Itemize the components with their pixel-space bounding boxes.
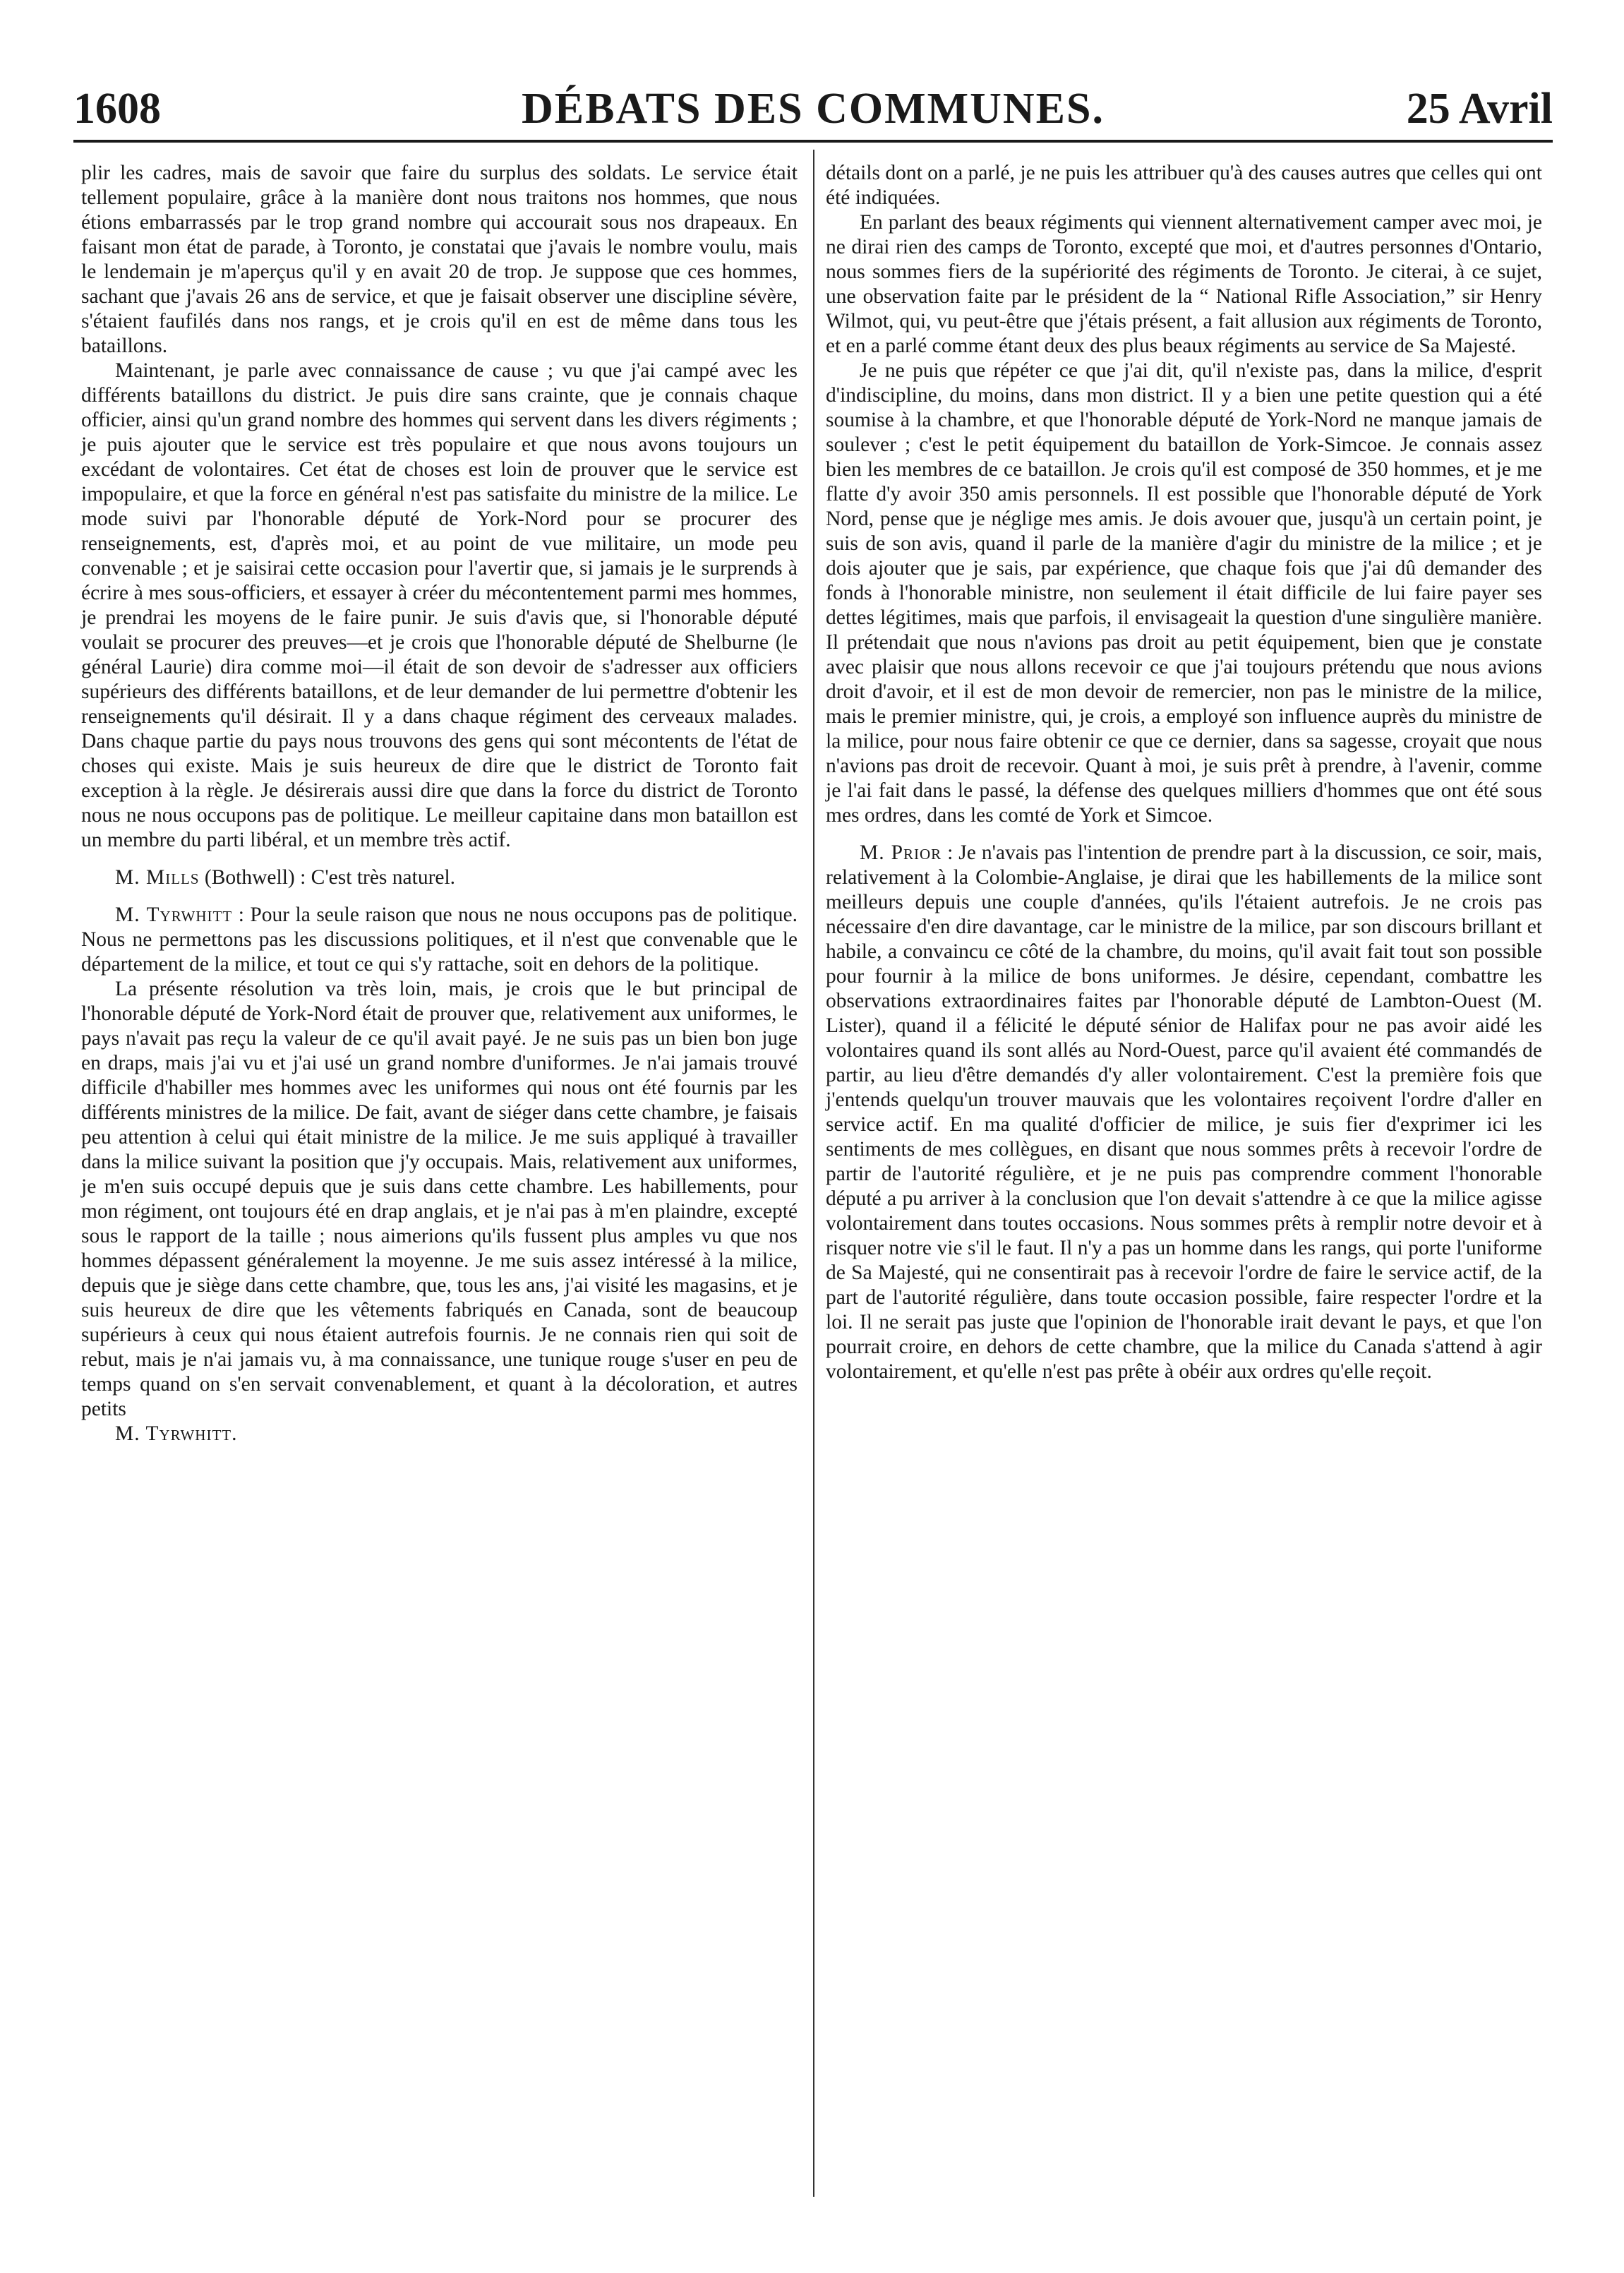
speech-text: (Bothwell) : C'est très naturel. [199, 866, 456, 889]
page-date: 25 Avril [1406, 85, 1553, 133]
paragraph: Maintenant, je parle avec connaissance de cause ; vu que j'ai campé avec les différents bataillons du district. Je puis dire sans crainte, que je connais chaque officier, ainsi qu'un grand nombre des hommes qui servent dans les divers régiments ; je puis ajouter que le service est très populaire et que nous avons toujours un excédant de volontaires. Cet état de choses est loin de prouver que le service est impopulaire, et que la force en général n'est pas satisfaite du ministre de la milice. Le mode suivi par l'honorable député de York-Nord pour se procurer des renseignements, est, d'après moi, et au point de vue militaire, un mode peu convenable ; et je saisirai cette occasion pour l'avertir que, si jamais je le surprends à écrire à mes sous-officiers, et essayer à créer du mécontentement parmi mes hommes, je prendrai les moyens de le faire punir. Je suis d'avis que, si l'honorable député voulait se procurer des preuves—et je crois que l'honorable député de Shelburne (le général Laurie) dira comme moi—il était de son devoir de s'adresser aux officiers supérieurs des différents bataillons, et de leur demander de lui permettre d'obtenir les renseignements qu'il désirait. Il y a dans chaque régiment des cerveaux malades. Dans chaque partie du pays nous trouvons des gens qui sont mécontents de l'état de choses qui existe. Mais je suis heureux de dire que le district de Toronto fait exception à la règle. Je désirerais aussi dire que dans la force du district de Toronto nous ne nous occupons pas de politique. Le meilleur capitaine dans mon bataillon est un membre du parti libéral, et un membre très actif. [81, 359, 798, 851]
page-title: DÉBATS DES COMMUNES. [521, 85, 1105, 133]
column-divider [813, 150, 814, 2197]
page-number: 1608 [73, 85, 161, 133]
speaker-name: M. Mills [115, 866, 200, 889]
paragraph: détails dont on a parlé, je ne puis les attribuer qu'à des causes autres que celles qui ont été indiquées. [826, 162, 1542, 209]
speaker-signature: M. Tyrwhitt. [115, 1422, 238, 1445]
paragraph: En parlant des beaux régiments qui viennent alternativement camper avec moi, je ne dirai rien des camps de Toronto, excepté que moi, et d'autres personnes d'Ontario, nous sommes fiers de la supériorité des régiments de Toronto. Je citerai, à ce sujet, une observation faite par le président de la “ National Rifle Association,” sir Henry Wilmot, qui, vu peut-être que j'étais présent, a fait allusion aux régiments de Toronto, et en a parlé comme étant deux des plus beaux régiments au service de Sa Majesté. [826, 211, 1542, 357]
speech-text: : Je n'avais pas l'intention de prendre part à la discussion, ce soir, mais, relativement à la Colombie-Anglaise, je dirai que les habillements de la milice sont meilleurs depuis une couple d'années, qu'ils l'étaient autrefois. Je ne crois pas nécessaire d'en dire davantage, car le ministre de la milice, par son discours brillant et habile, a convaincu ce côté de la chambre, du moins, qu'il avait fait tout son possible pour fournir à la milice de bons uniformes. Je désire, cependant, combattre les observations extraordinaires faites par l'honorable député de Lambton-Ouest (M. Lister), quand il a félicité le député sénior de Halifax pour ne pas avoir aidé les volontaires quand ils sont allés au Nord-Ouest, parce qu'il avaient été commandés de partir, au lieu d'être demandés d'y aller volontairement. C'est la première fois que j'entends quelqu'un trouver mauvais que les volontaires reçoivent l'ordre d'aller en service actif. En ma qualité d'officier de milice, je suis fier d'exprimer ici les sentiments de mes collègues, en disant que nous sommes prêts à recevoir l'ordre de partir de l'autorité régulière, et je ne puis pas comprendre comment l'honorable député a pu arriver à la conclusion que l'on devait s'attendre à ce que la milice agisse volontairement dans toutes occasions. Nous sommes prêts à remplir notre devoir et à risquer notre vie s'il le faut. Il n'y a pas un homme dans les rangs, qui porte l'uniforme de Sa Majesté, qui ne consentirait pas à recevoir l'ordre de faire le service actif, de la part de l'autorité régulière, dans toute occasion possible, faire respecter l'ordre et la loi. Il ne serait pas juste que l'opinion de l'honorable irait devant le pays, et que l'on pourrait croire, en dehors de cette chambre, que la milice du Canada s'attend à agir volontairement, et qu'elle n'est pas prête à obéir aux ordres qu'elle reçoit. [826, 841, 1543, 1383]
speech-tyrwhitt [81, 903, 798, 977]
left-column [81, 161, 798, 1446]
paragraph: La présente résolution va très loin, mais, je crois que le but principal de l'honorable député de York-Nord était de prouver que, relativement aux uniformes, le pays n'avait pas reçu la valeur de ce qu'il avait payé. Je ne suis pas un bien bon juge en draps, mais j'ai vu et j'ai usé un grand nombre d'uniformes. Je n'ai jamais trouvé difficile d'habiller mes hommes avec les uniformes qui nous ont été fournis par les différents ministres de la milice. De fait, avant de siéger dans cette chambre, je faisais peu attention à celui qui était ministre de la milice. Je me suis appliqué à travailler dans la milice suivant la position que j'y occupais. Mais, relativement aux uniformes, je m'en suis occupé depuis que je suis dans cette chambre. Les habillements, pour mon régiment, ont toujours été en drap anglais, et je n'ai pas à m'en plaindre, excepté sous le rapport de la taille ; nous aimerions qu'ils fussent plus amples vu que nos hommes dépassent généralement la moyenne. Je me suis assez intéressé à la milice, depuis que je siège dans cette chambre, que, tous les ans, j'ai visité les magasins, et je suis heureux de dire que les vêtements fabriqués en Canada, sont de beaucoup supérieurs à ceux qui nous étaient autrefois fournis. Je ne connais rien qui soit de rebut, mais je n'ai jamais vu, à ma connaissance, une tunique rouge s'user en peu de temps quand on s'en servait convenablement, et quant à la décoloration, et autres petits [81, 978, 798, 1420]
paragraph: plir les cadres, mais de savoir que faire du surplus des soldats. Le service était tellement populaire, grâce à la manière dont nous traitons nos hommes, que nous étions embarrassés par le trop grand nombre qui accourait sous nos drapeaux. En faisant mon état de parade, à Toronto, je constatai que j'avais le nombre voulu, mais le lendemain je m'aperçus qu'il y en avait 20 de trop. Je suppose que ces hommes, sachant que j'avais 26 ans de service, et que je faisait observer une discipline sévère, s'étaient faufilés dans nos rangs, et je crois qu'il en est de même dans tous les bataillons. [81, 162, 798, 357]
speech-mills [81, 865, 798, 890]
speaker-name: M. Prior [860, 841, 942, 864]
speaker-name: M. Tyrwhitt [115, 904, 233, 926]
speech-text: : Pour la seule raison que nous ne nous occupons pas de politique. Nous ne permettons pas les discussions politiques, et il n'est que convenable que le département de la milice, et tout ce qui s'y rattache, soit en dehors de la politique. [81, 904, 798, 976]
header-rule [73, 140, 1553, 143]
right-column [826, 161, 1542, 1384]
speech-prior [826, 841, 1542, 1384]
page-header [73, 83, 1553, 134]
paragraph: Je ne puis que répéter ce que j'ai dit, qu'il n'existe pas, dans la milice, d'esprit d'indiscipline, du moins, dans mon district. Il y a bien une petite question qui a été soumise à la chambre, et que l'honorable député de York-Nord ne manque jamais de soulever ; c'est le petit équipement du bataillon de York-Simcoe. Je connais assez bien les membres de ce bataillon. Je crois qu'il est composé de 350 hommes, et je me flatte d'y avoir 350 amis personnels. Il est possible que l'honorable député de York Nord, pense que je néglige mes amis. Je dois avouer que, jusqu'à un certain point, je suis de son avis, quand il parle de la manière d'agir du ministre de la milice ; et je dois ajouter que je sais, par expérience, que chaque fois que j'ai dû demander des fonds à l'honorable ministre, non seulement il était difficile de lui faire payer ses dettes légitimes, mais que parfois, il envisageait la question d'une singulière manière. Il prétendait que nous n'avions pas droit au petit équipement, bien que je constate avec plaisir que nous allons recevoir ce que j'ai toujours prétendu que nous avions droit d'avoir, et il est de mon devoir de remercier, non pas le ministre de la milice, mais le premier ministre, qui, je crois, a employé son influence auprès du ministre de la milice, pour nous faire obtenir ce que ce dernier, dans sa sagesse, croyait que nous n'avions pas droit de recevoir. Quant à moi, je suis prêt à prendre, à l'avenir, comme je l'ai fait dans le passé, la défense des quelques milliers d'hommes que ont été sous mes ordres, dans les comté de York et Simcoe. [826, 359, 1542, 827]
